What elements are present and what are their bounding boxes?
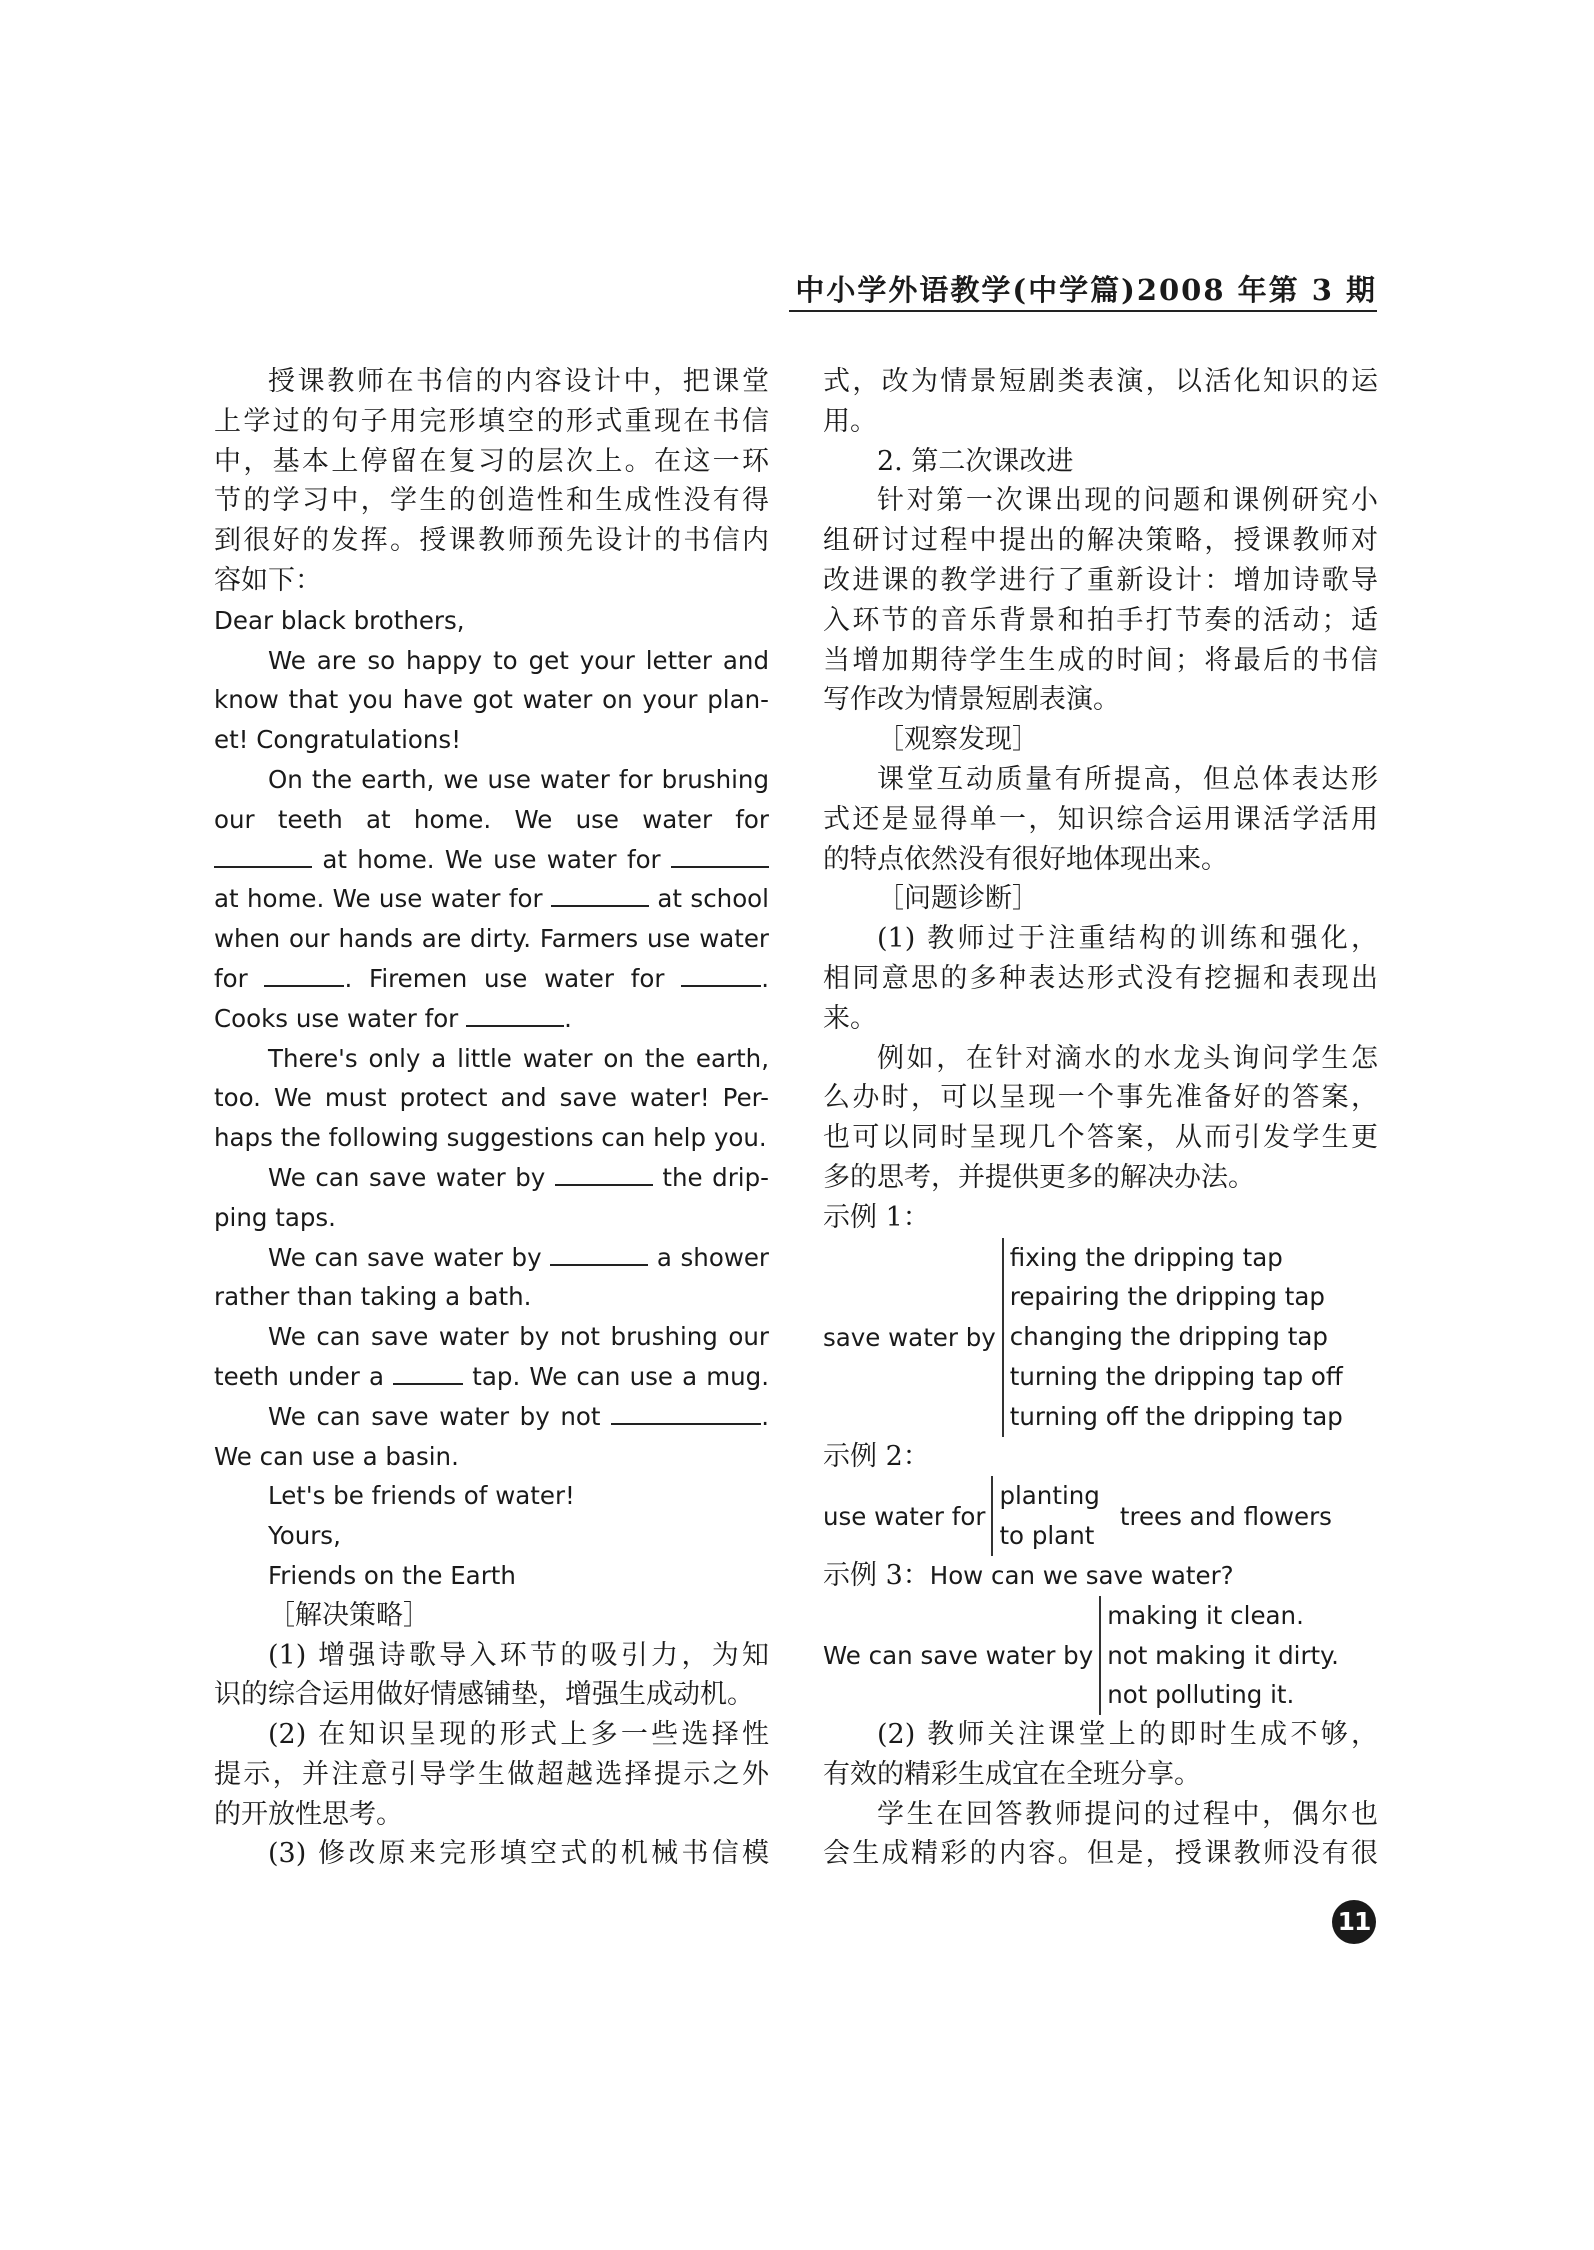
letter-text: for <box>214 963 248 993</box>
example-lead: We can save water by <box>823 1640 1094 1670</box>
letter-closing: Let's be friends of water! <box>268 1481 575 1511</box>
option-bracket <box>1002 1238 1343 1437</box>
fill-blank <box>264 963 344 987</box>
letter-text: at school <box>657 884 769 914</box>
letter-closing: Yours, <box>268 1521 341 1551</box>
paragraph-line: 有效的精彩生成宜在全班分享。 <box>823 1758 1201 1790</box>
example-lead: use water for <box>823 1501 986 1531</box>
example-tail: trees and flowers <box>1119 1501 1332 1531</box>
section-heading: ［问题诊断］ <box>877 883 1039 915</box>
paragraph-line: 式，改为情景短剧类表演，以活化知识的运 <box>823 366 1378 397</box>
letter-line: our teeth at home. We use water for <box>214 804 769 834</box>
option-item: making it clean. <box>1107 1600 1304 1630</box>
letter-line <box>214 959 769 999</box>
header-rule <box>789 310 1377 312</box>
letter-line <box>214 1158 769 1198</box>
letter-line: too. We must protect and save water! Per- <box>214 1083 769 1113</box>
paragraph-line: 节的学习中，学生的创造性和生成性没有得 <box>214 485 769 517</box>
letter-text: at home. We use water for <box>214 884 543 914</box>
letter-line: rather than taking a bath. <box>214 1282 532 1312</box>
letter-text: We can save water by <box>268 1242 542 1272</box>
example-label: 示例 3： <box>823 1559 930 1591</box>
example-1 <box>823 1238 1378 1437</box>
fill-blank <box>466 1003 564 1027</box>
example-2 <box>823 1476 1378 1556</box>
paragraph-line: 么办时，可以呈现一个事先准备好的答案， <box>823 1082 1378 1114</box>
option-item: repairing the dripping tap <box>1009 1282 1325 1312</box>
paragraph-line: 中，基本上停留在复习的层次上。在这一环 <box>214 445 769 477</box>
letter-line <box>214 999 769 1039</box>
paragraph-line: 也可以同时呈现几个答案，从而引发学生更 <box>823 1122 1378 1154</box>
example-label: 示例 1： <box>823 1201 930 1233</box>
letter-text: Cooks use water for <box>214 1003 459 1033</box>
left-column <box>214 362 769 1874</box>
example-3-heading <box>823 1556 1378 1596</box>
paragraph-line: 会生成精彩的内容。但是，授课教师没有很 <box>823 1838 1378 1870</box>
paragraph-line: 上学过的句子用完形填空的形式重现在书信 <box>214 405 769 437</box>
option-item: fixing the dripping tap <box>1009 1242 1283 1272</box>
paragraph-line: 到很好的发挥。授课教师预先设计的书信内 <box>214 525 769 557</box>
paragraph-line: (2) 教师关注课堂上的即时生成不够， <box>877 1719 1378 1751</box>
option-item: not making it dirty. <box>1107 1640 1339 1670</box>
letter-line <box>214 879 769 919</box>
letter-line <box>214 1397 769 1437</box>
paragraph-line: (1) 增强诗歌导入环节的吸引力，为知 <box>268 1639 769 1671</box>
paragraph-line: 识的综合运用做好情感铺垫，增强生成动机。 <box>214 1679 754 1711</box>
journal-header: 中小学外语教学(中学篇)2008 年第 3 期 <box>795 273 1377 307</box>
paragraph-line: 例如，在针对滴水的水龙头询问学生怎 <box>877 1042 1378 1074</box>
letter-line: We can use a basin. <box>214 1441 459 1471</box>
option-bracket <box>991 1476 1099 1556</box>
letter-text: We can save water by not <box>268 1401 601 1431</box>
letter-text: We can save water by <box>268 1162 546 1192</box>
letter-text: the drip- <box>662 1162 770 1192</box>
paragraph-line: 容如下： <box>214 564 322 596</box>
example-label: 示例 2： <box>823 1440 930 1472</box>
option-item: changing the dripping tap <box>1009 1322 1328 1352</box>
paragraph-line: (2) 在知识呈现的形式上多一些选择性 <box>268 1719 769 1751</box>
paragraph-line: (3) 修改原来完形填空式的机械书信模 <box>268 1838 769 1870</box>
paragraph-line: 针对第一次课出现的问题和课例研究小 <box>877 485 1378 517</box>
paragraph-line: 当增加期待学生生成的时间；将最后的书信 <box>823 644 1378 676</box>
fill-blank <box>555 1162 653 1186</box>
paragraph-line: 学生在回答教师提问的过程中，偶尔也 <box>877 1798 1378 1830</box>
paragraph-line: 课堂互动质量有所提高，但总体表达形 <box>877 763 1378 795</box>
letter-text: teeth under a <box>214 1361 384 1391</box>
right-column <box>823 362 1378 1874</box>
letter-text: tap. We can use a mug. <box>472 1361 769 1391</box>
letter-line: We can save water by not brushing our <box>268 1322 769 1352</box>
fill-blank <box>214 844 312 868</box>
letter-line: haps the following suggestions can help you. <box>214 1123 767 1153</box>
option-item: not polluting it. <box>1107 1680 1295 1710</box>
option-item: planting <box>999 1481 1100 1511</box>
fill-blank <box>551 883 649 907</box>
letter-text: at home. We use water for <box>322 844 661 874</box>
paragraph-line: 多的思考，并提供更多的解决办法。 <box>823 1161 1255 1193</box>
letter-text: . Firemen use water for <box>344 963 665 993</box>
paragraph-line: 式还是显得单一，知识综合运用课活学活用 <box>823 803 1378 835</box>
letter-line: We are so happy to get your letter and <box>268 645 769 675</box>
page-number-badge: 11 <box>1332 1900 1376 1944</box>
paragraph-line: 的特点依然没有很好地体现出来。 <box>823 843 1228 875</box>
letter-line <box>214 1357 769 1397</box>
letter-line <box>214 840 769 880</box>
paragraph-line: 相同意思的多种表达形式没有挖掘和表现出 <box>823 962 1378 994</box>
letter-salutation: Dear black brothers, <box>214 605 465 635</box>
section-heading: 2. 第二次课改进 <box>877 445 1074 477</box>
letter-line: On the earth, we use water for brushing <box>268 764 769 794</box>
paragraph-line: 的开放性思考。 <box>214 1798 403 1830</box>
letter-line: ping taps. <box>214 1202 336 1232</box>
letter-line: There's only a little water on the earth, <box>268 1043 769 1073</box>
option-item: turning the dripping tap off <box>1009 1361 1343 1391</box>
letter-signature: Friends on the Earth <box>268 1560 516 1590</box>
paragraph-line: 写作改为情景短剧表演。 <box>823 684 1120 716</box>
letter-line <box>214 1238 769 1278</box>
option-item: to plant <box>999 1521 1095 1551</box>
paragraph-line: (1) 教师过于注重结构的训练和强化， <box>877 923 1378 955</box>
paragraph-line: 用。 <box>823 405 877 437</box>
section-heading: ［解决策略］ <box>268 1599 430 1631</box>
paragraph-line: 提示，并注意引导学生做超越选择提示之外 <box>214 1758 769 1790</box>
paragraph-line: 来。 <box>823 1002 877 1034</box>
example-question: How can we save water? <box>929 1560 1234 1590</box>
fill-blank <box>611 1401 761 1425</box>
letter-line: et! Congratulations! <box>214 725 462 755</box>
fill-blank <box>393 1361 463 1385</box>
paragraph-line: 授课教师在书信的内容设计中，把课堂 <box>268 366 769 397</box>
fill-blank <box>681 963 761 987</box>
letter-text: . <box>564 1003 572 1033</box>
letter-text: a shower <box>656 1242 769 1272</box>
section-heading: ［观察发现］ <box>877 724 1039 756</box>
letter-text: . <box>761 963 769 993</box>
paragraph-line: 组研讨过程中提出的解决策略，授课教师对 <box>823 525 1378 557</box>
letter-line: know that you have got water on your plan- <box>214 685 769 715</box>
letter-line: when our hands are dirty. Farmers use water <box>214 924 769 954</box>
paragraph-line: 入环节的音乐背景和拍手打节奏的活动；适 <box>823 604 1378 636</box>
example-3 <box>823 1596 1378 1715</box>
example-lead: save water by <box>823 1322 996 1352</box>
option-item: turning off the dripping tap <box>1009 1401 1343 1431</box>
paragraph-line: 改进课的教学进行了重新设计：增加诗歌导 <box>823 564 1378 596</box>
fill-blank <box>671 844 769 868</box>
fill-blank <box>550 1242 648 1266</box>
letter-text: . <box>761 1401 769 1431</box>
option-bracket <box>1099 1596 1339 1715</box>
